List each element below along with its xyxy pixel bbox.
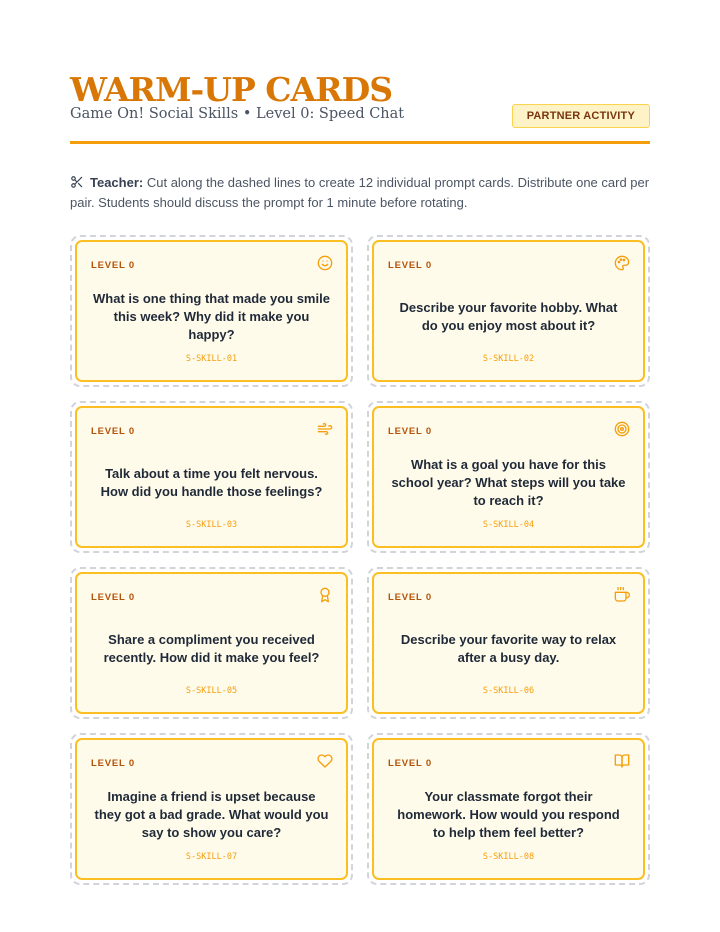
palette-icon <box>614 255 630 271</box>
prompt-card <box>75 572 348 714</box>
card-code: S-SKILL-07 <box>185 852 238 862</box>
card-code: S-SKILL-06 <box>482 686 535 696</box>
prompt-card <box>372 406 645 548</box>
card-prompt: Your classmate forgot their homework. How would you respond to help them feel better? <box>397 789 620 840</box>
card-level: LEVEL 0 <box>388 758 432 769</box>
card-code: S-SKILL-04 <box>482 520 535 530</box>
card-cut-outline <box>367 235 650 387</box>
card-level: LEVEL 0 <box>388 260 432 271</box>
card-prompt: Describe your favorite way to relax after a busy day. <box>400 632 617 665</box>
card-cut-outline <box>70 401 353 553</box>
page-title: WARM-UP CARDS <box>70 70 393 109</box>
card-code: S-SKILL-05 <box>185 686 238 696</box>
prompt-card <box>75 406 348 548</box>
card-prompt: Talk about a time you felt nervous. How did you handle those feelings? <box>100 466 323 499</box>
card-cut-outline <box>367 567 650 719</box>
card-cut-outline <box>70 235 353 387</box>
card-code: S-SKILL-08 <box>482 852 535 862</box>
instructions-lead: Teacher: <box>90 175 144 190</box>
card-prompt: What is a goal you have for this school year? What steps will you take to reach it? <box>391 457 626 508</box>
card-prompt: What is one thing that made you smile this week? Why did it make you happy? <box>93 291 330 342</box>
prompt-card <box>75 240 348 382</box>
card-level: LEVEL 0 <box>91 426 135 437</box>
card-level: LEVEL 0 <box>91 260 135 271</box>
scissors-icon <box>70 175 84 189</box>
card-level: LEVEL 0 <box>91 758 135 769</box>
prompt-card <box>75 738 348 880</box>
card-level: LEVEL 0 <box>91 592 135 603</box>
card-code: S-SKILL-02 <box>482 354 535 364</box>
heart-icon <box>317 753 333 769</box>
card-cut-outline <box>70 567 353 719</box>
card-cut-outline <box>367 733 650 885</box>
card-level: LEVEL 0 <box>388 426 432 437</box>
book-icon <box>614 753 630 769</box>
card-prompt: Share a compliment you received recently. How did it make you feel? <box>103 632 320 665</box>
activity-badge: PARTNER ACTIVITY <box>512 104 650 128</box>
smile-icon <box>317 255 333 271</box>
instructions-text: Cut along the dashed lines to create 12 individual prompt cards. Distribute one card per pair. Students should discuss the prompt for 1 minute before rotating. <box>70 175 650 210</box>
card-code: S-SKILL-03 <box>185 520 238 530</box>
card-level: LEVEL 0 <box>388 592 432 603</box>
card-prompt: Describe your favorite hobby. What do you enjoy most about it? <box>399 300 618 333</box>
prompt-card <box>372 572 645 714</box>
card-cut-outline <box>70 733 353 885</box>
award-icon <box>317 587 333 603</box>
card-grid <box>70 235 650 885</box>
target-icon <box>614 421 630 437</box>
wind-icon <box>317 421 333 437</box>
prompt-card <box>372 738 645 880</box>
prompt-card <box>372 240 645 382</box>
card-prompt: Imagine a friend is upset because they got a bad grade. What would you say to show you care? <box>94 789 329 840</box>
page-subtitle: Game On! Social Skills • Level 0: Speed Chat <box>70 106 405 122</box>
teacher-instructions <box>70 173 650 213</box>
card-cut-outline <box>367 401 650 553</box>
card-code: S-SKILL-01 <box>185 354 238 364</box>
header-divider <box>70 141 650 144</box>
coffee-icon <box>614 587 630 603</box>
